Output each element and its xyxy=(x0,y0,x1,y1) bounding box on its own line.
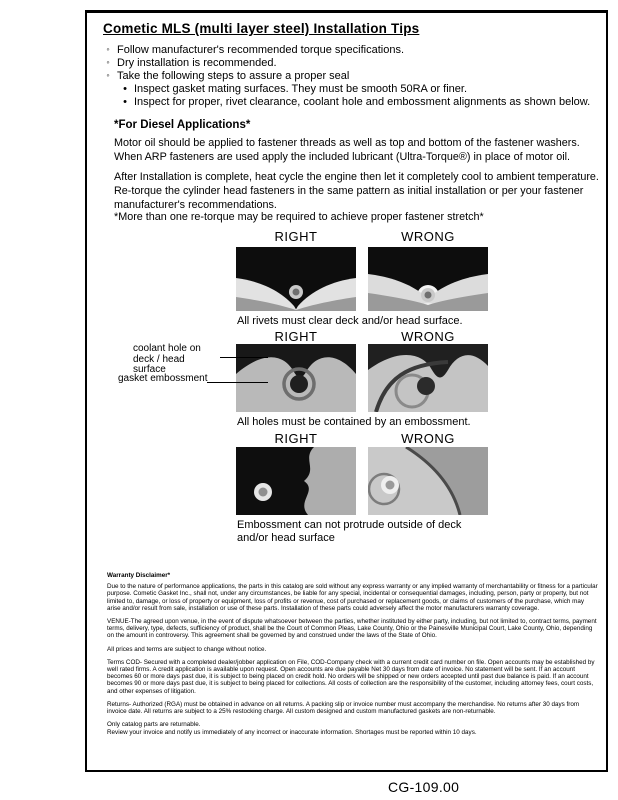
row2-right-image xyxy=(236,344,356,412)
hole-not-contained-figure xyxy=(368,344,488,412)
row1-caption: All rivets must clear deck and/or head surface. xyxy=(237,315,463,327)
rivet-hits-deck-figure xyxy=(368,247,488,311)
row1-wrong-label: WRONG xyxy=(401,229,455,244)
row2-wrong-label: WRONG xyxy=(401,329,455,344)
legal-paragraph: Due to the nature of performance applications, the parts in this catalog are sold without any express warranty or any implied warranty of merchantability or fitness for a particular purpose. Cometic Gasket Inc., shall not, under any circumstances, be liable for any special, incidental or consequential damages, including, person, party or property, but not limited to, damage, or loss of property or equipment, loss of profits or revenue, cost of purchased or replacement goods, or claims of customers of the purchase, which may arise and/or result from sale, installation or use of these parts. Installation of these parts could adversely affect the motor manufacturers warranty coverage. xyxy=(107,583,598,612)
document-number: CG-109.00 xyxy=(388,779,460,795)
list-item xyxy=(104,70,604,83)
diesel-applications-heading: *For Diesel Applications* xyxy=(114,119,251,131)
row3-wrong-label: WRONG xyxy=(401,431,455,446)
row3-right-image xyxy=(236,447,356,515)
warranty-disclaimer-heading: Warranty Disclaimer* xyxy=(107,572,171,579)
coolant-hole-annotation: coolant hole on deck / head surface xyxy=(133,343,201,375)
list-item-text: Dry installation is recommended. xyxy=(117,57,277,69)
row1-right-label: RIGHT xyxy=(274,229,318,244)
rivet-clears-deck-figure xyxy=(236,247,356,311)
legal-paragraph: Returns- Authorized (RGA) must be obtained in advance on all returns. A packing slip or invoice number must accompany the merchandise. No returns after 30 days from invoice date. All returns are subject to a 25% restocking charge. All custom designed and custom manufactured gaskets are non-returnable. xyxy=(107,700,580,716)
row2-right-label: RIGHT xyxy=(274,329,318,344)
legal-paragraph: Terms COD- Secured with a completed dealer/jobber application on File, COD-Company check with a current credit card number on file. Open accounts may be established by well rated firms. A credit application is available upon request. Open accounts are due payable Net 30 days from date of invoice. No statement will be sent. If an account becomes 60 or more days past due, it is subject to being placed on credit hold. No orders will be shipped or new orders accepted until past due balance is paid. If an account becomes 90 or more days past due, it is subject to being placed for collections. All costs of collection are the responsibility of the customer, including attorney fees, court costs, and other expenses of litigation. xyxy=(107,658,595,695)
row3-caption: Embossment can not protrude outside of deck and/or head surface xyxy=(237,519,462,544)
list-item xyxy=(104,44,604,57)
annotation-pointer-line xyxy=(207,382,268,383)
list-item-nested xyxy=(121,96,604,109)
list-item-text: Inspect for proper, rivet clearance, coolant hole and embossment alignments as shown below. xyxy=(134,96,591,108)
embossment-protrudes-figure xyxy=(368,447,488,515)
open-bullet-icon xyxy=(104,44,112,57)
legal-paragraph: Only catalog parts are returnable. xyxy=(107,721,201,729)
list-item-text: Inspect gasket mating surfaces. They must be smooth 50RA or finer. xyxy=(134,83,468,95)
filled-bullet-icon xyxy=(121,96,129,109)
diesel-paragraph-2: After Installation is complete, heat cycle the engine then let it completely cool to ambient temperature. Re-torque the cylinder head fasteners in the same pattern as initial installation or per your fastener manufacturer's recommendations. xyxy=(114,171,599,211)
annotation-pointer-line xyxy=(220,357,268,358)
legal-paragraph: All prices and terms are subject to change without notice. xyxy=(107,645,267,653)
page-title: Cometic MLS (multi layer steel) Installation Tips xyxy=(103,21,420,36)
row1-right-image xyxy=(236,247,356,311)
row3-wrong-image xyxy=(368,447,488,515)
retorque-note: *More than one re-torque may be required to achieve proper fastener stretch* xyxy=(114,211,484,223)
list-item-nested xyxy=(121,83,604,96)
legal-paragraph: Review your invoice and notify us immediately of any incorrect or inaccurate information. Shortages must be reported within 10 days. xyxy=(107,729,477,737)
hole-contained-figure xyxy=(236,344,356,412)
embossment-inside-deck-figure xyxy=(236,447,356,515)
diesel-paragraph-1: Motor oil should be applied to fastener threads as well as top and bottom of the fastener washers. When ARP fasteners are used apply the included lubricant (Ultra-Torque®) in place of motor oil. xyxy=(114,137,580,163)
list-item xyxy=(104,57,604,70)
gasket-embossment-annotation: gasket embossment xyxy=(118,373,208,384)
legal-text-block xyxy=(107,572,599,743)
row1-wrong-image xyxy=(368,247,488,311)
open-bullet-icon xyxy=(104,70,112,83)
row3-right-label: RIGHT xyxy=(274,431,318,446)
list-item-text: Follow manufacturer's recommended torque specifications. xyxy=(117,44,405,56)
row2-caption: All holes must be contained by an embossment. xyxy=(237,416,471,428)
list-item-text: Take the following steps to assure a proper seal xyxy=(117,70,350,82)
legal-paragraph: VENUE-The agreed upon venue, in the event of dispute whatsoever between the parties, whether instituted by either party, including, but not limited to, contract terms, payment terms, delivery, type, defects, sufficiency of product, shall be the Court of Common Pleas, Lake County, Ohio or the Painesville Municipal Court, Lake County, Ohio, depending on the amount in controversy. This agreement shall be governed by and construed under the laws of the State of Ohio. xyxy=(107,618,597,640)
open-bullet-icon xyxy=(104,57,112,70)
installation-tips-list xyxy=(104,44,604,109)
filled-bullet-icon xyxy=(121,83,129,96)
row2-wrong-image xyxy=(368,344,488,412)
